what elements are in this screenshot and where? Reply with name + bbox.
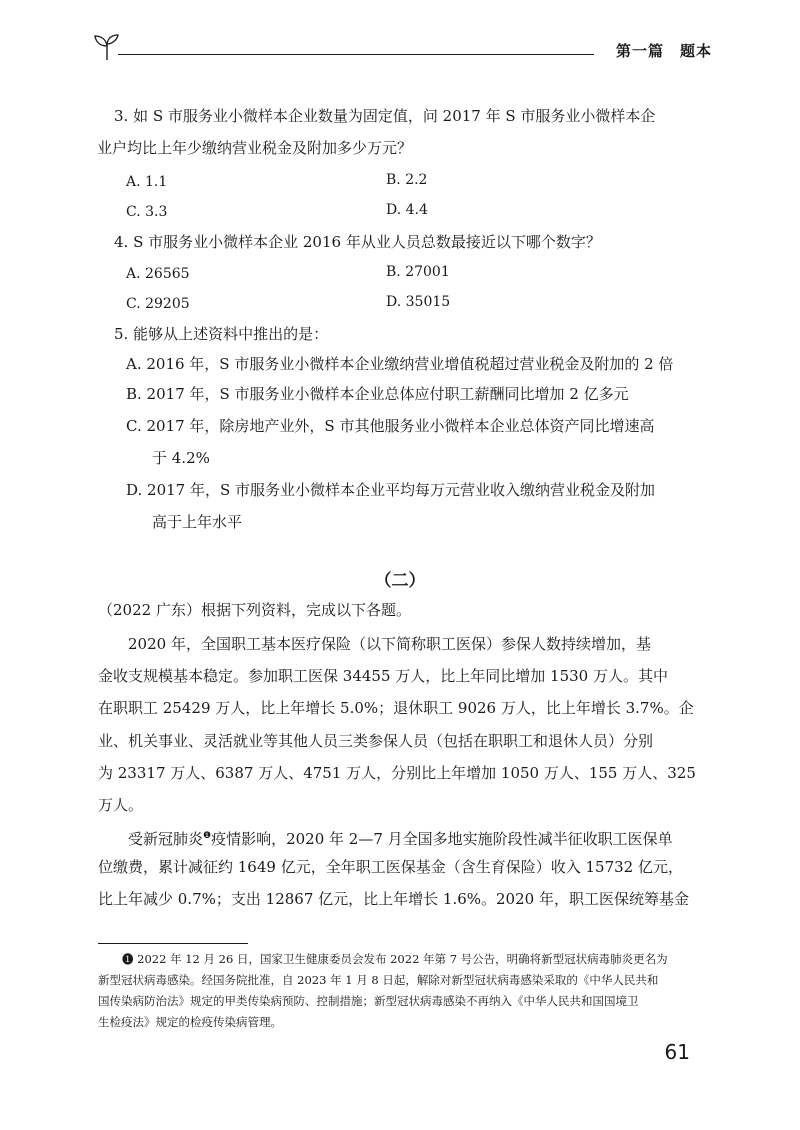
- q5-option-b: B. 2017 年，S 市服务业小微样本企业总体应付职工薪酬同比增加 2 亿多元: [126, 385, 629, 403]
- q3-option-b: B. 2.2: [386, 172, 428, 188]
- q3-option-d: D. 4.4: [386, 202, 428, 218]
- q3-line1: 3. 如 S 市服务业小微样本企业数量为固定值，问 2017 年 S 市服务业小微样本企: [114, 107, 656, 125]
- p1-line3: 在职职工 25429 万人，比上年增长 5.0%；退休职工 9026 万人，比上年增长 3.7%。企: [98, 699, 694, 717]
- q5-option-d-line2: 高于上年水平: [152, 513, 243, 531]
- q3-option-c: C. 3.3: [126, 204, 168, 220]
- page-number: 61: [664, 1040, 690, 1064]
- q4-option-c: C. 29205: [126, 296, 190, 312]
- p2-rest: 疫情影响，2020 年 2—7 月全国多地实施阶段性减半征收职工医保单: [211, 830, 673, 848]
- q5-option-d-line1: D. 2017 年，S 市服务业小微样本企业平均每万元营业收入缴纳营业税金及附加: [126, 481, 656, 499]
- sprout-icon: [92, 32, 122, 62]
- footnote-line4: 生检疫法》规定的检疫传染病管理。: [98, 1015, 282, 1029]
- footnote-rule: [98, 943, 248, 944]
- q5-option-c-line1: C. 2017 年，除房地产业外，S 市其他服务业小微样本企业总体资产同比增速高: [126, 417, 655, 435]
- q4-option-d: D. 35015: [386, 294, 451, 310]
- q3-line2: 业户均比上年少缴纳营业税金及附加多少万元？: [97, 139, 413, 157]
- header-rule: [118, 54, 594, 55]
- page-header: [92, 26, 712, 66]
- p1-line5: 为 23317 万人、6387 万人、4751 万人，分别比上年增加 1050 万人、155 万人、325: [98, 764, 696, 782]
- q4-option-a: A. 26565: [126, 266, 190, 282]
- q5-line1: 5. 能够从上述资料中推出的是：: [114, 325, 329, 343]
- q4-option-b: B. 27001: [386, 264, 450, 280]
- p1-line4: 业、机关事业、灵活就业等其他人员三类参保人员（包括在职职工和退休人员）分别: [98, 732, 654, 750]
- p2-start: 受新冠肺炎: [128, 830, 204, 848]
- footnote-line3: 国传染病防治法》规定的甲类传染病预防、控制措施；新型冠状病毒感染不再纳入《中华人民共和国国境卫: [98, 994, 639, 1008]
- footnote-line1: ❶ 2022 年 12 月 26 日，国家卫生健康委员会发布 2022 年第 7 号公告，明确将新型冠状病毒肺炎更名为: [122, 952, 668, 966]
- section-heading: （二）: [374, 571, 426, 591]
- q5-option-c-line2: 于 4.2%: [152, 449, 210, 467]
- p2-line2: 位缴费，累计减征约 1649 亿元，全年职工医保基金（含生育保险）收入 15732 亿元，: [98, 858, 683, 876]
- footnote-line2: 新型冠状病毒感染。经国务院批准，自 2023 年 1 月 8 日起，解除对新型冠状病毒感染采取的《中华人民共和: [98, 973, 659, 987]
- q3-option-a: A. 1.1: [126, 174, 168, 190]
- section-title: 第一篇 题本: [615, 42, 712, 60]
- footnote-marker: ❶: [203, 831, 212, 841]
- p2-line3: 比上年减少 0.7%；支出 12867 亿元，比上年增长 1.6%。2020 年，职工医保统筹基金: [98, 890, 689, 908]
- q4-line1: 4. S 市服务业小微样本企业 2016 年从业人员总数最接近以下哪个数字？: [114, 233, 601, 251]
- section-intro: （2022 广东）根据下列资料，完成以下各题。: [98, 601, 411, 619]
- q5-option-a: A. 2016 年，S 市服务业小微样本企业缴纳营业增值税超过营业税金及附加的 2 倍: [126, 355, 674, 373]
- p1-line1: 2020 年，全国职工基本医疗保险（以下简称职工医保）参保人数持续增加，基: [128, 635, 651, 653]
- p1-line2: 金收支规模基本稳定。参加职工医保 34455 万人，比上年同比增加 1530 万人。其中: [98, 667, 668, 685]
- p1-line6: 万人。: [98, 796, 144, 814]
- p2-line1: [128, 826, 673, 849]
